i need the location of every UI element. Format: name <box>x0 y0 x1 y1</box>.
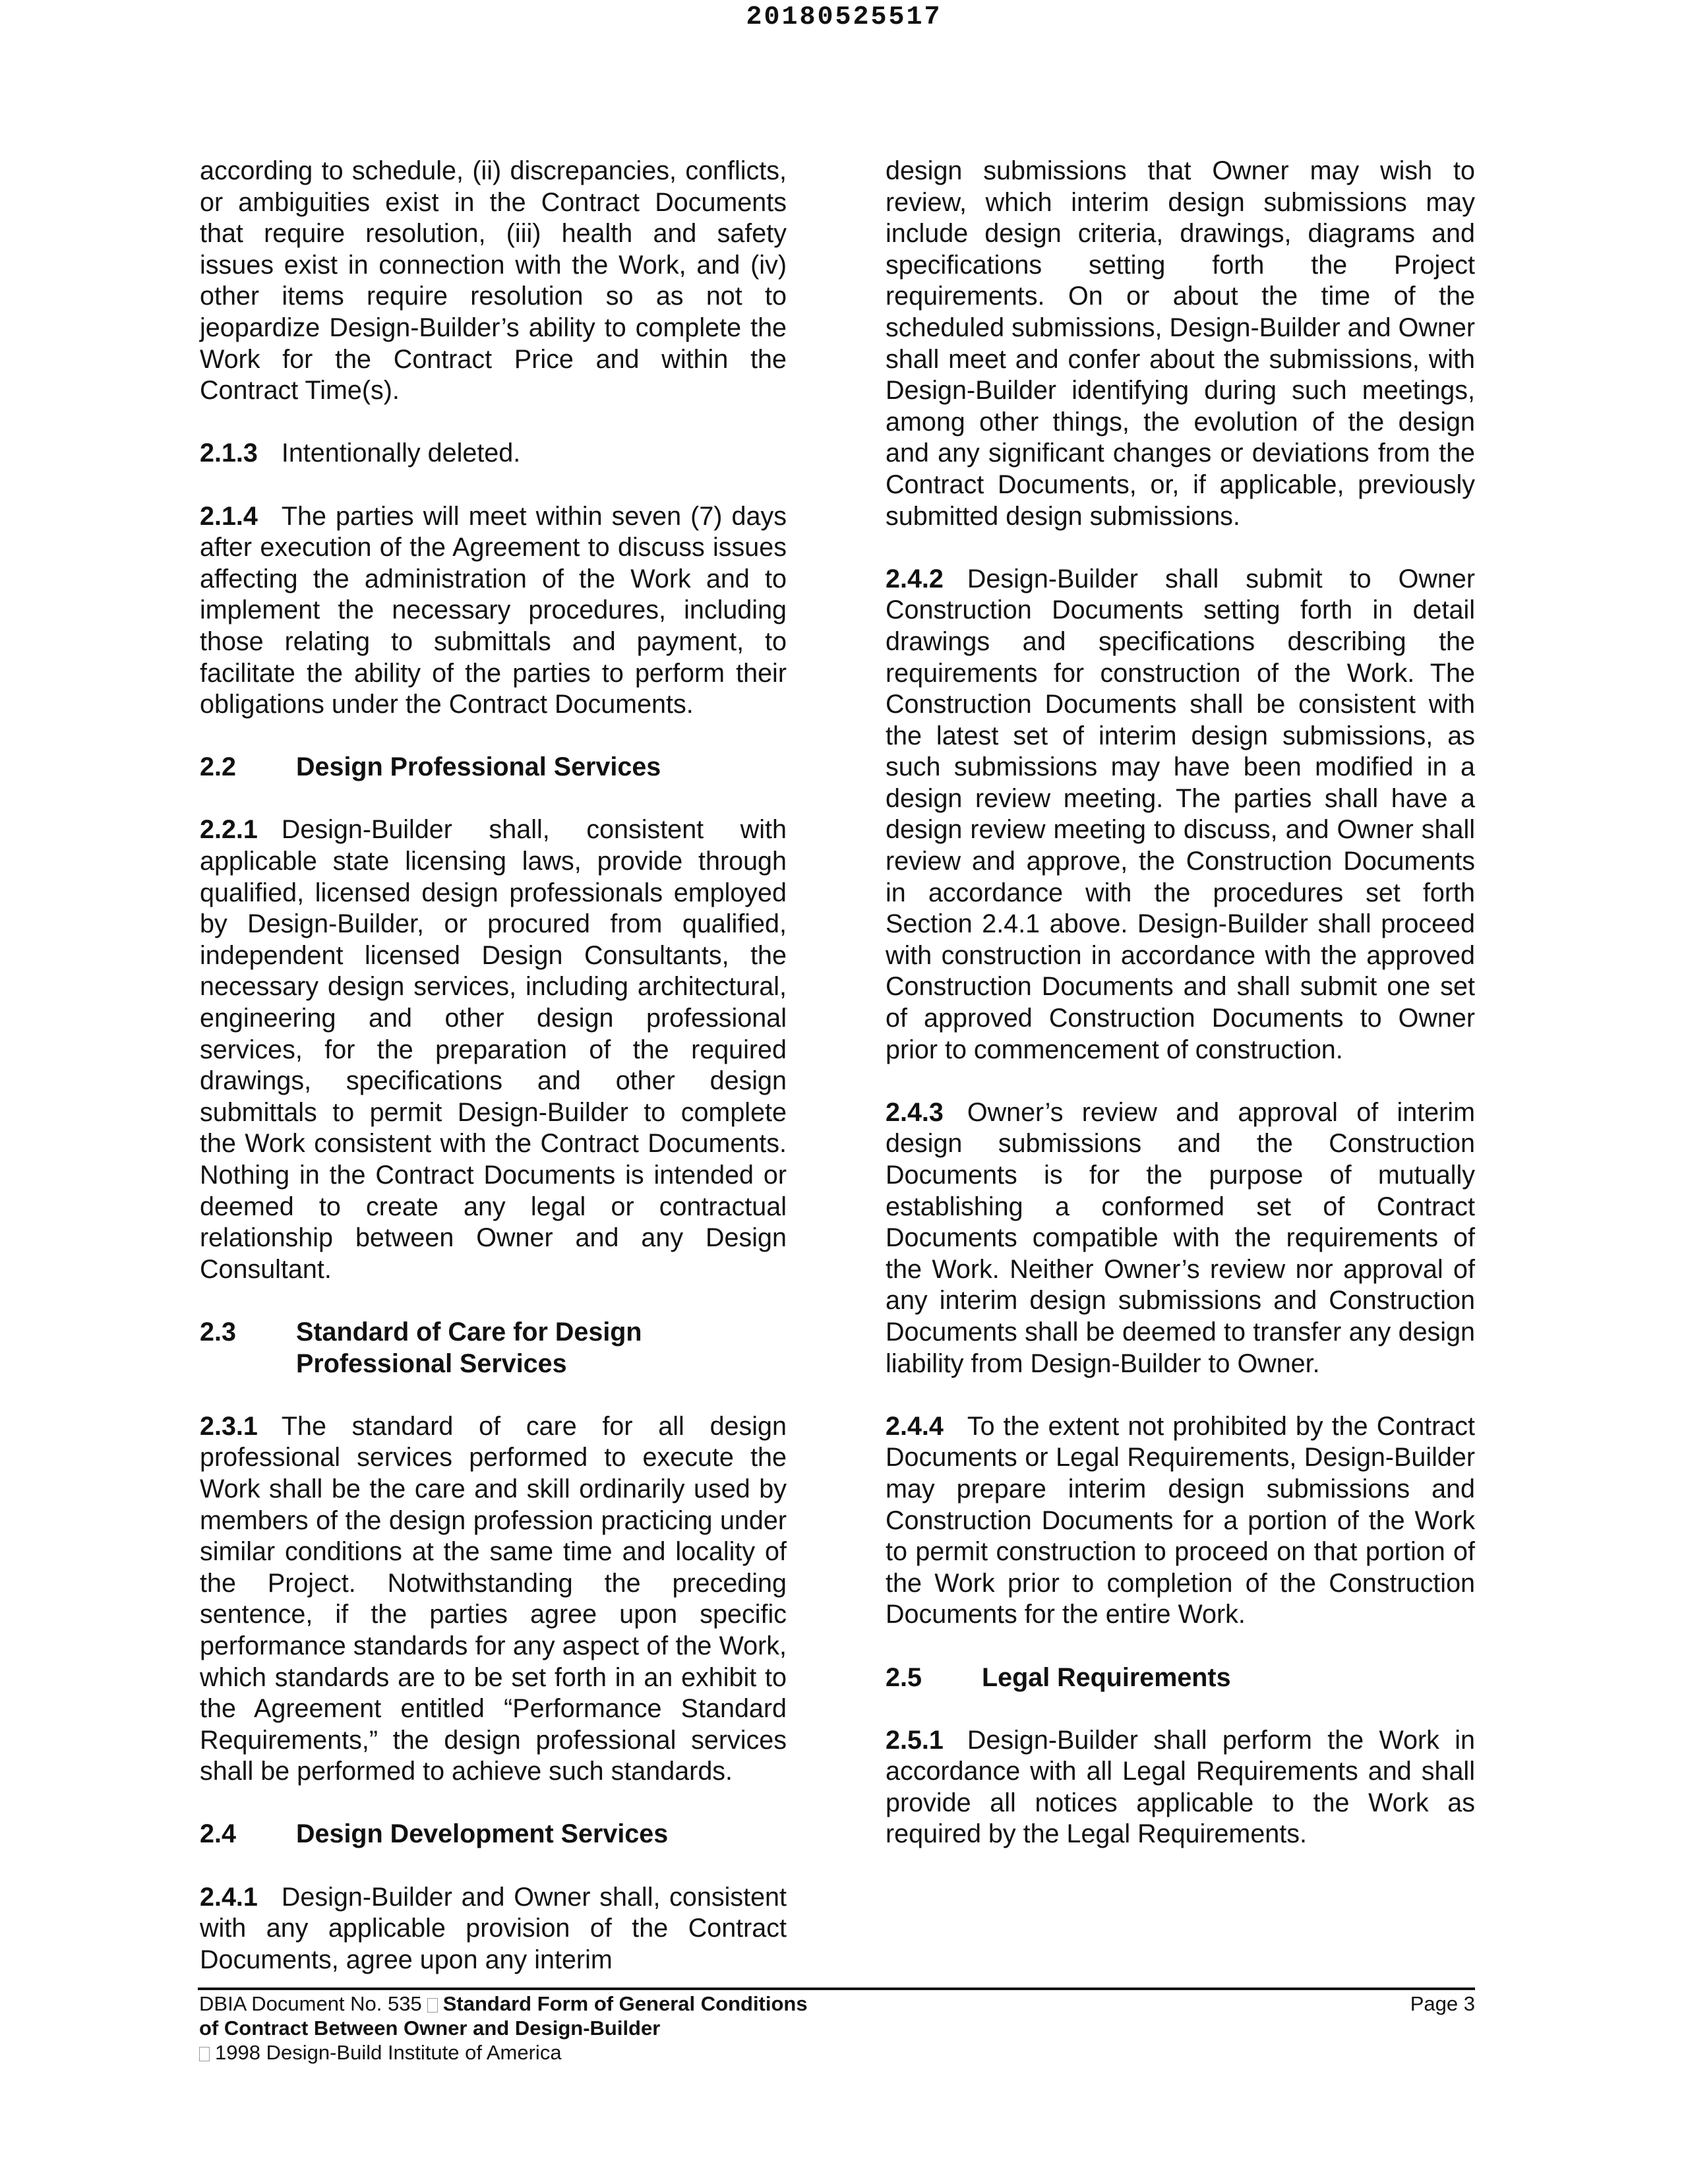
footer <box>199 1991 1475 2065</box>
left-column <box>200 156 787 2007</box>
document-id: 20180525517 <box>746 3 942 32</box>
right-column <box>886 156 1475 1882</box>
copyright-icon <box>199 2047 210 2061</box>
heading-number: 2.4 <box>200 1819 236 1849</box>
section-number: 2.4.4 <box>886 1411 944 1441</box>
heading-number: 2.2 <box>200 752 236 782</box>
footer-copyright: 1998 Design-Build Institute of America <box>215 2041 562 2064</box>
heading-2-5 <box>886 1662 1475 1694</box>
section-text: Owner’s review and approval of interim design submissions and the Construction Documents is for the purpose of mutually establishing a conformed set of Contract Documents compatible with the requirements of the Work. Neither Owner’s review nor approval of any interim design submissions and Construction Documents shall be deemed to transfer any design liability from Design-Builder to Owner. <box>886 1097 1475 1378</box>
section-text: The parties will meet within seven (7) days after execution of the Agreement to discuss issues affecting the administration of the Work and to implement the necessary procedures, including those relating to submittals and payment, to facilitate the ability of the parties to perform their obligations under the Contract Documents. <box>200 501 787 719</box>
heading-text: Legal Requirements <box>982 1662 1231 1692</box>
section-text: To the extent not prohibited by the Contract Documents or Legal Requirements, Design-Builder may prepare interim design submissions and Construction Documents for a portion of the Work to permit construction to proceed on that portion of the Work prior to completion of the Construction Documents for the entire Work. <box>886 1411 1475 1629</box>
section-2-4-2 <box>886 564 1475 1066</box>
footer-title-line2: of Contract Between Owner and Design-Builder <box>199 2017 661 2040</box>
section-number: 2.1.3 <box>200 439 258 468</box>
page-number: Page 3 <box>1410 1992 1475 2015</box>
section-number: 2.4.2 <box>886 564 944 593</box>
heading-2-3 <box>200 1317 787 1380</box>
section-text: Intentionally deleted. <box>281 439 521 468</box>
heading-text: Design Development Services <box>296 1819 669 1849</box>
section-number: 2.3.1 <box>200 1411 258 1441</box>
section-number: 2.5.1 <box>886 1725 944 1755</box>
heading-2-4 <box>200 1819 787 1850</box>
footer-doc-number: DBIA Document No. 535 <box>199 1992 422 2015</box>
section-2-1-4 <box>200 501 787 721</box>
heading-text: Standard of Care for Design Professional Services <box>296 1317 642 1378</box>
heading-number: 2.3 <box>200 1317 236 1347</box>
heading-text: Design Professional Services <box>296 752 661 782</box>
paragraph-continuation: according to schedule, (ii) discrepancies, conflicts, or ambiguities exist in the Contract Documents that require resolution, (iii) health and safety issues exist in connection with the Work, and (iv) other items require resolution so as not to jeopardize Design-Builder’s ability to complete the Work for the Contract Price and within the Contract Time(s). <box>200 156 787 406</box>
section-2-3-1 <box>200 1411 787 1788</box>
section-2-4-1 <box>200 1882 787 1976</box>
section-2-4-4 <box>886 1411 1475 1631</box>
paragraph-continuation: design submissions that Owner may wish to review, which interim design submissions may include design criteria, drawings, diagrams and specifications setting forth the Project requirements. On or about the time of the scheduled submissions, Design-Builder and Owner shall meet and confer about the submissions, with Design-Builder identifying during such meetings, among other things, the evolution of the design and any significant changes or deviations from the Contract Documents, or, if applicable, previously submitted design submissions. <box>886 156 1475 531</box>
section-text: Design-Builder shall, consistent with applicable state licensing laws, provide through qualified, licensed design professionals employed by Design-Builder, or procured from qualified, independent licensed Design Consultants, the necessary design services, including architectural, engineering and other design professional services, for the preparation of the required drawings, specifications and other design submittals to permit Design-Builder to complete the Work consistent with the Contract Documents. Nothing in the Contract Documents is intended or deemed to create any legal or contractual relationship between Owner and any Design Consultant. <box>200 815 787 1284</box>
section-text: Design-Builder shall perform the Work in accordance with all Legal Requirements and shall provide all notices applicable to the Work as required by the Legal Requirements. <box>886 1725 1475 1849</box>
section-number: 2.1.4 <box>200 501 258 531</box>
section-2-5-1 <box>886 1725 1475 1850</box>
footer-title-line1: Standard Form of General Conditions <box>442 1992 808 2015</box>
section-number: 2.2.1 <box>200 815 258 845</box>
section-number: 2.4.1 <box>200 1882 258 1912</box>
section-2-4-3 <box>886 1097 1475 1380</box>
section-text: Design-Builder shall submit to Owner Construction Documents setting forth in detail drawings and specifications describing the requirements for construction of the Work. The Construction Documents shall be consistent with the latest set of interim design submissions, as such submissions may have been modified in a design review meeting. The parties shall have a design review meeting to discuss, and Owner shall review and approve, the Construction Documents in accordance with the procedures set forth Section 2.4.1 above. Design-Builder shall proceed with construction in accordance with the approved Construction Documents and shall submit one set of approved Construction Documents to Owner prior to commencement of construction. <box>886 564 1475 1064</box>
heading-number: 2.5 <box>886 1662 922 1692</box>
section-text: Design-Builder and Owner shall, consistent with any applicable provision of the Contract Documents, agree upon any interim <box>200 1882 787 1974</box>
section-number: 2.4.3 <box>886 1097 944 1127</box>
heading-2-2 <box>200 752 787 783</box>
footer-divider <box>198 1987 1475 1990</box>
section-2-1-3 <box>200 438 787 470</box>
missing-glyph-icon <box>427 1998 438 2013</box>
section-2-2-1 <box>200 814 787 1285</box>
section-text: The standard of care for all design professional services performed to execute the Work shall be the care and skill ordinarily used by members of the design profession practicing under similar conditions at the same time and locality of the Project. Notwithstanding the preceding sentence, if the parties agree upon specific performance standards for any aspect of the Work, which standards are to be set forth in an exhibit to the Agreement entitled “Performance Standard Requirements,” the design professional services shall be performed to achieve such standards. <box>200 1411 787 1786</box>
